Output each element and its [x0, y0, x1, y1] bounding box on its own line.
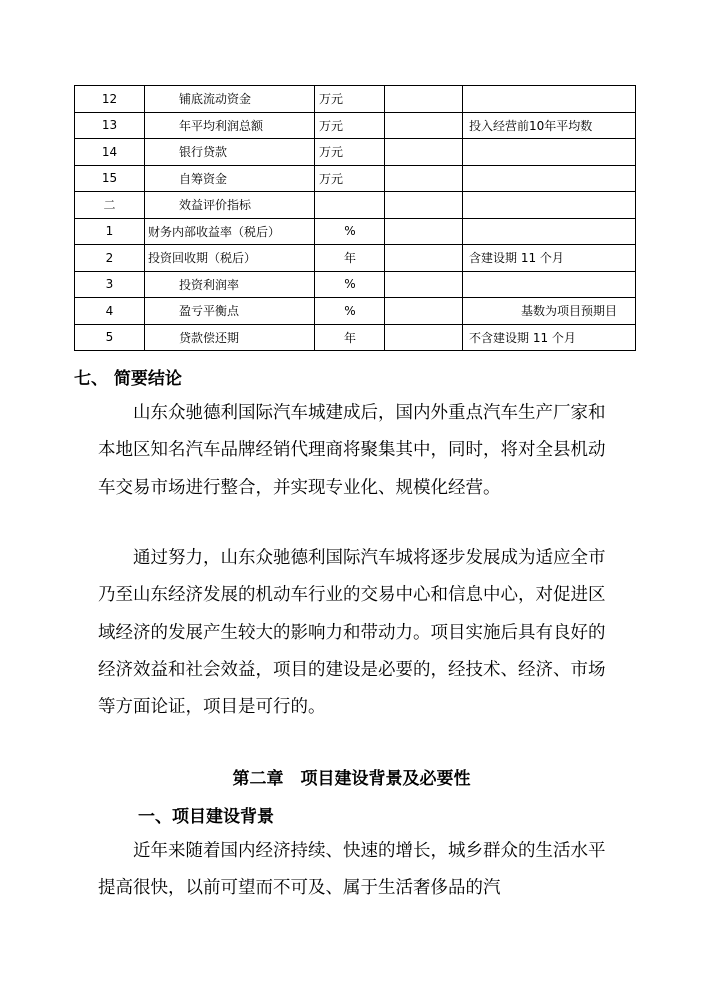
table-row: [75, 324, 636, 351]
row-number: 14: [75, 139, 145, 166]
row-number: 2: [75, 245, 145, 272]
row-item-name: 铺底流动资金: [145, 86, 315, 113]
table-row: [75, 298, 636, 325]
row-note: [463, 192, 636, 219]
row-unit: 万元: [315, 139, 385, 166]
row-note: [463, 218, 636, 245]
row-number: 13: [75, 112, 145, 139]
row-note: 含建设期 11 个月: [463, 245, 636, 272]
chapter-title: 第二章 项目建设背景及必要性: [232, 769, 471, 789]
row-item-name: 盈亏平衡点: [145, 298, 315, 325]
row-unit: [315, 192, 385, 219]
row-value: [385, 86, 463, 113]
table-row: [75, 165, 636, 192]
row-number: 5: [75, 324, 145, 351]
row-number: 4: [75, 298, 145, 325]
row-value: [385, 165, 463, 192]
row-unit: 年: [315, 324, 385, 351]
row-unit: 万元: [315, 86, 385, 113]
row-value: [385, 218, 463, 245]
row-value: [385, 298, 463, 325]
row-unit: %: [315, 218, 385, 245]
table-row: [75, 218, 636, 245]
row-value: [385, 324, 463, 351]
row-item-name: 年平均利润总额: [145, 112, 315, 139]
row-number: 1: [75, 218, 145, 245]
row-item-name: 自筹资金: [145, 165, 315, 192]
row-note: [463, 271, 636, 298]
row-item-name: 贷款偿还期: [145, 324, 315, 351]
row-number: 二: [75, 192, 145, 219]
row-number: 15: [75, 165, 145, 192]
row-number: 12: [75, 86, 145, 113]
row-item-name: 银行贷款: [145, 139, 315, 166]
table-row: [75, 271, 636, 298]
row-item-name: 投资回收期（税后）: [145, 245, 315, 272]
row-note: 基数为项目预期目: [463, 298, 636, 325]
row-unit: 万元: [315, 112, 385, 139]
table-row: [75, 245, 636, 272]
row-value: [385, 271, 463, 298]
row-note: 投入经营前10年平均数: [463, 112, 636, 139]
background-paragraph: 近年来随着国内经济持续、快速的增长，城乡群众的生活水平提高很快，以前可望而不可及、属于生活奢侈品的汽: [98, 841, 606, 899]
row-item-name: 效益评价指标: [145, 192, 315, 219]
row-note: [463, 139, 636, 166]
row-note: 不含建设期 11 个月: [463, 324, 636, 351]
row-value: [385, 245, 463, 272]
row-value: [385, 139, 463, 166]
row-value: [385, 192, 463, 219]
table-row: [75, 86, 636, 113]
row-unit: %: [315, 271, 385, 298]
conclusion-paragraph-2: 通过努力，山东众驰德利国际汽车城将逐步发展成为适应全市乃至山东经济发展的机动车行业的交易中心和信息中心，对促进区域经济的发展产生较大的影响力和带动力。项目实施后具有良好的经济效益和社会效益，项目的建设是必要的，经技术、经济、市场等方面论证，项目是可行的。: [98, 548, 606, 718]
indicator-table: [74, 85, 636, 351]
table-row: [75, 139, 636, 166]
row-unit: %: [315, 298, 385, 325]
row-note: [463, 165, 636, 192]
row-item-name: 财务内部收益率（税后）: [145, 218, 315, 245]
row-note: [463, 86, 636, 113]
subsection-heading: 一、项目建设背景: [138, 807, 274, 827]
section-heading: 七、 简要结论: [74, 369, 182, 389]
table-row: [75, 192, 636, 219]
row-item-name: 投资利润率: [145, 271, 315, 298]
row-value: [385, 112, 463, 139]
row-number: 3: [75, 271, 145, 298]
row-unit: 年: [315, 245, 385, 272]
table-row: [75, 112, 636, 139]
conclusion-paragraph-1: 山东众驰德利国际汽车城建成后，国内外重点汽车生产厂家和本地区知名汽车品牌经销代理商将聚集其中，同时，将对全县机动车交易市场进行整合，并实现专业化、规模化经营。: [98, 403, 606, 498]
row-unit: 万元: [315, 165, 385, 192]
